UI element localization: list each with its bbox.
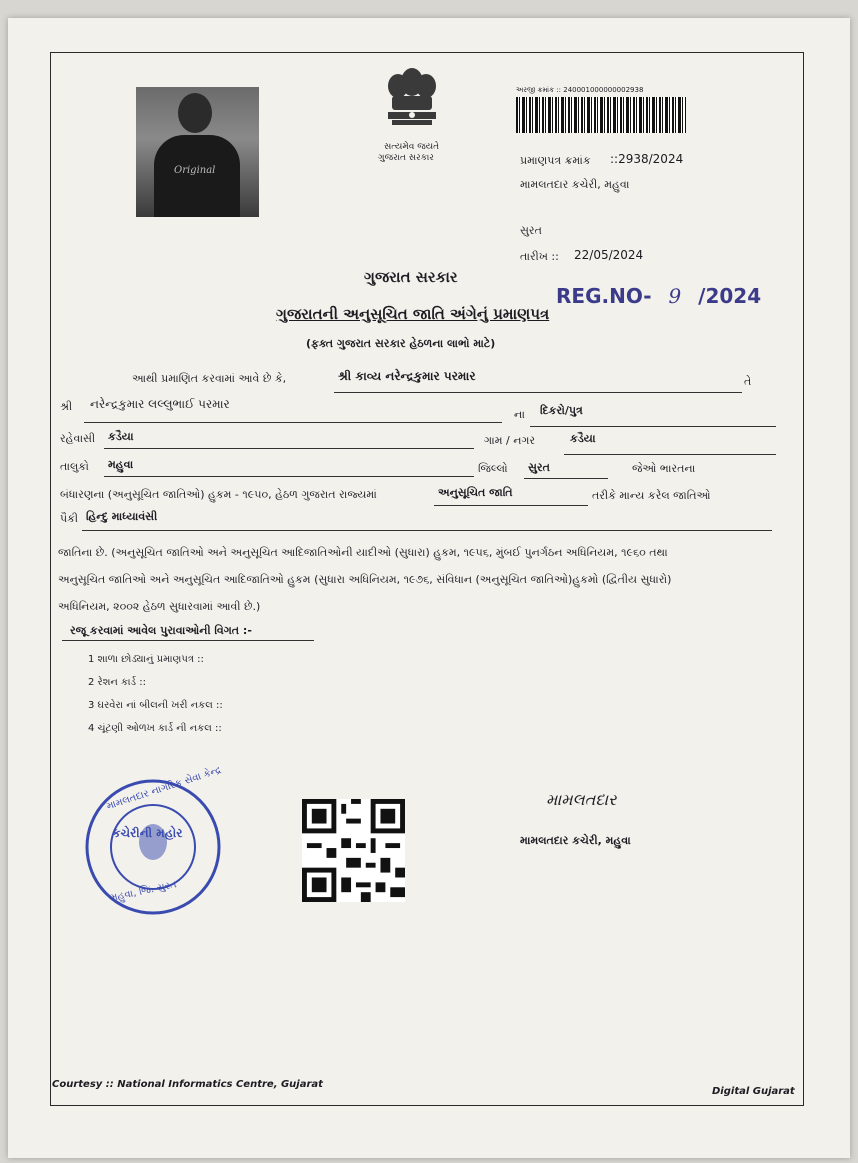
relation: દિકરો/પુત્ર [540,404,583,417]
applicant-photo: Original [136,87,259,217]
district-label: જિલ્લો [478,462,508,475]
reg-no-year: /2024 [698,284,762,308]
seal-text: મામલતદાર નાગરિક સેવા કેન્દ્ર [105,764,223,813]
taluka-label: તાલુકો [60,460,89,473]
caste-category: અનુસૂચિત જાતિ [438,486,513,499]
certificate-subtitle: (ફક્ત ગુજરાત સરકાર હેઠળના લાભો માટે) [306,337,496,350]
village: કડૈયા [570,432,596,445]
emblem-caption-2: ગુજરાત સરકાર [378,153,434,163]
date: 22/05/2024 [574,248,644,262]
recognized-text: તરીકે માન્ય કરેલ જાતિઓ [592,489,711,502]
document-item-1: 1 શાળા છોડ્યાનું પ્રમાણપત્ર :: [88,654,204,665]
document-item-3: 3 ઘરવેરા નાં બીલની ખરી નકલ :: [88,700,223,711]
para-line-3: અધિનિયમ, ૨૦૦૨ હેઠળ સુધારવામાં આવી છે.) [58,600,261,613]
digital-gujarat: Digital Gujarat [712,1086,795,1097]
reg-no-handwritten: 9 [668,284,682,308]
village-label: ગામ / નગર [484,434,536,447]
para-line-1: જાતિના છે. (અનુસૂચિત જાતિઓ અને અનુસૂચિત આદિજાતિઓની યાદીઓ (સુધારા) હુકમ, ૧૯૫૬, મુંબઈ પુનર્ગઠન અધિનિયમ, ૧૯૬૦ તથા [58,546,668,559]
certificate-no-label: પ્રમાણપત્ર ક્રમાંક [520,154,591,167]
application-number: અરજી ક્રમાંક :: 240001000000002938 [516,86,644,94]
city: સુરત [520,224,542,237]
seal-bottom: મહુવા, જિ. સુરત [109,879,178,904]
caste-name: હિન્દુ માધ્યાવંસી [86,510,158,523]
documents-heading: રજૂ કરવામાં આવેલ પુરાવાઓની વિગત :- [70,624,252,637]
je-bharatna: જેઓ ભારતના [632,462,696,475]
shri-prefix: શ્રી [60,400,73,413]
taluka: મહુવા [108,458,134,471]
office-header: મામલતદાર કચેરી, મહુવા [520,178,630,191]
constitution-text: બંધારણના (અનુસૂચિત જાતિઓ) હુકમ - ૧૯૫૦, હેઠળ ગુજરાત રાજ્યમાં [60,488,377,501]
signature: મામલતદાર [546,790,617,809]
resident: કડૈયા [108,430,134,443]
applicant-name: શ્રી કાવ્ય નરેન્દ્રકુમાર પરમાર [338,369,476,383]
te-word: તે [744,375,752,388]
father-name: નરેન્દ્રકુમાર લલ્લુભાઈ પરમાર [90,397,230,411]
na-word: ના [514,408,525,421]
barcode [516,97,686,133]
certify-text: આથી પ્રમાણિત કરવામાં આવે છે કે, [132,372,287,385]
district: સુરત [528,461,550,474]
emblem-caption-1: સત્યમેવ જયતે [384,142,440,152]
seal-center: કચેરીની મહોર [112,826,183,840]
signatory-office: મામલતદાર કચેરી, મહુવા [520,834,631,847]
document-item-4: 4 ચૂંટણી ઓળખ કાર્ડ ની નકલ :: [88,723,222,734]
certificate-no: ::2938/2024 [610,152,684,166]
qr-code [302,799,405,902]
para-line-2: અનુસૂચિત જાતિઓ અને અનુસૂચિત આદિજાતિઓ હુકમ (સુધારા અધિનિયમ, ૧૯૭૬, સંવિધાન (અનુસૂચિત જાતિઓ)હુકમો (દ્વિતીય સુધારો) [58,573,672,586]
registration-number [556,284,761,308]
resident-label: રહેવાસી [60,432,96,445]
peta-label: પૈકી [60,512,79,525]
date-label: તારીખ :: [520,250,559,263]
certificate-title: ગુજરાતની અનુસૂચિત જાતિ અંગેનું પ્રમાણપત્ર [276,305,550,323]
courtesy-text: Courtesy :: National Informatics Centre, Gujarat [52,1079,323,1090]
document-item-2: 2 રેશન કાર્ડ :: [88,677,146,688]
reg-no-label: REG.NO- [556,284,652,308]
government-title: ગુજરાત સરકાર [364,268,458,286]
